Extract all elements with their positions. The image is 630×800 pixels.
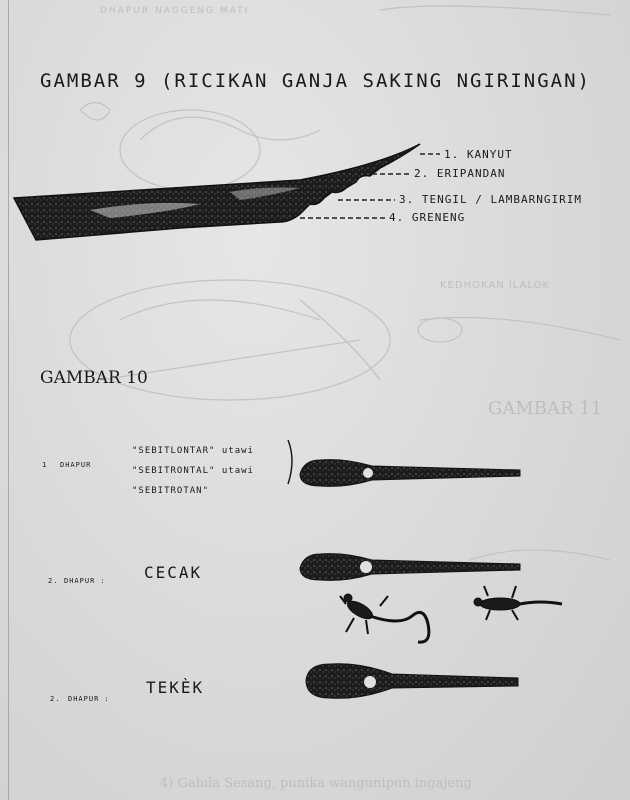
item-1-prefix: DHAPUR — [60, 461, 92, 469]
item-1-name-2: "SEBITRONTAL" utawi — [132, 466, 254, 476]
item-3-number: 2. — [50, 695, 61, 703]
bleed-through-header: DHAPUR NAGGENG MATI — [100, 6, 250, 16]
item-2-prefix: DHAPUR : — [64, 577, 106, 585]
figure-9-label-3: 3. TENGIL / LAMBARNGIRIM — [399, 193, 582, 206]
figure-9-label-1: 1. KANYUT — [444, 148, 513, 161]
figure-9-label-2: 2. ERIPANDAN — [414, 167, 506, 180]
bleed-through-footer: 4) Gabila Sesang, punika wangunipun ingajeng — [160, 776, 472, 791]
item-1-name-3: "SEBITROTAN" — [132, 486, 210, 496]
item-1-blade-illustration — [0, 430, 630, 510]
item-3-name: TEKÈK — [146, 678, 205, 697]
item-3-prefix: DHAPUR : — [68, 695, 110, 703]
item-1-number: 1 — [42, 461, 48, 469]
item-2-name: CECAK — [144, 563, 203, 582]
figure-9-label-4: 4. GRENENG — [389, 211, 466, 224]
item-2-blade-and-lizards — [0, 540, 630, 650]
figure-10-title: GAMBAR 10 — [40, 368, 148, 388]
bleed-through-caption: KEDHOKAN ILALOK — [440, 280, 551, 291]
figure-9-title: GAMBAR 9 (RICIKAN GANJA SAKING NGIRINGAN) — [40, 70, 591, 92]
item-3-blade-illustration — [0, 650, 630, 710]
item-1-name-1: "SEBITLONTAR" utawi — [132, 446, 254, 456]
item-2-number: 2. — [48, 577, 59, 585]
bleed-through-gambar-11: GAMBAR 11 — [488, 398, 603, 419]
